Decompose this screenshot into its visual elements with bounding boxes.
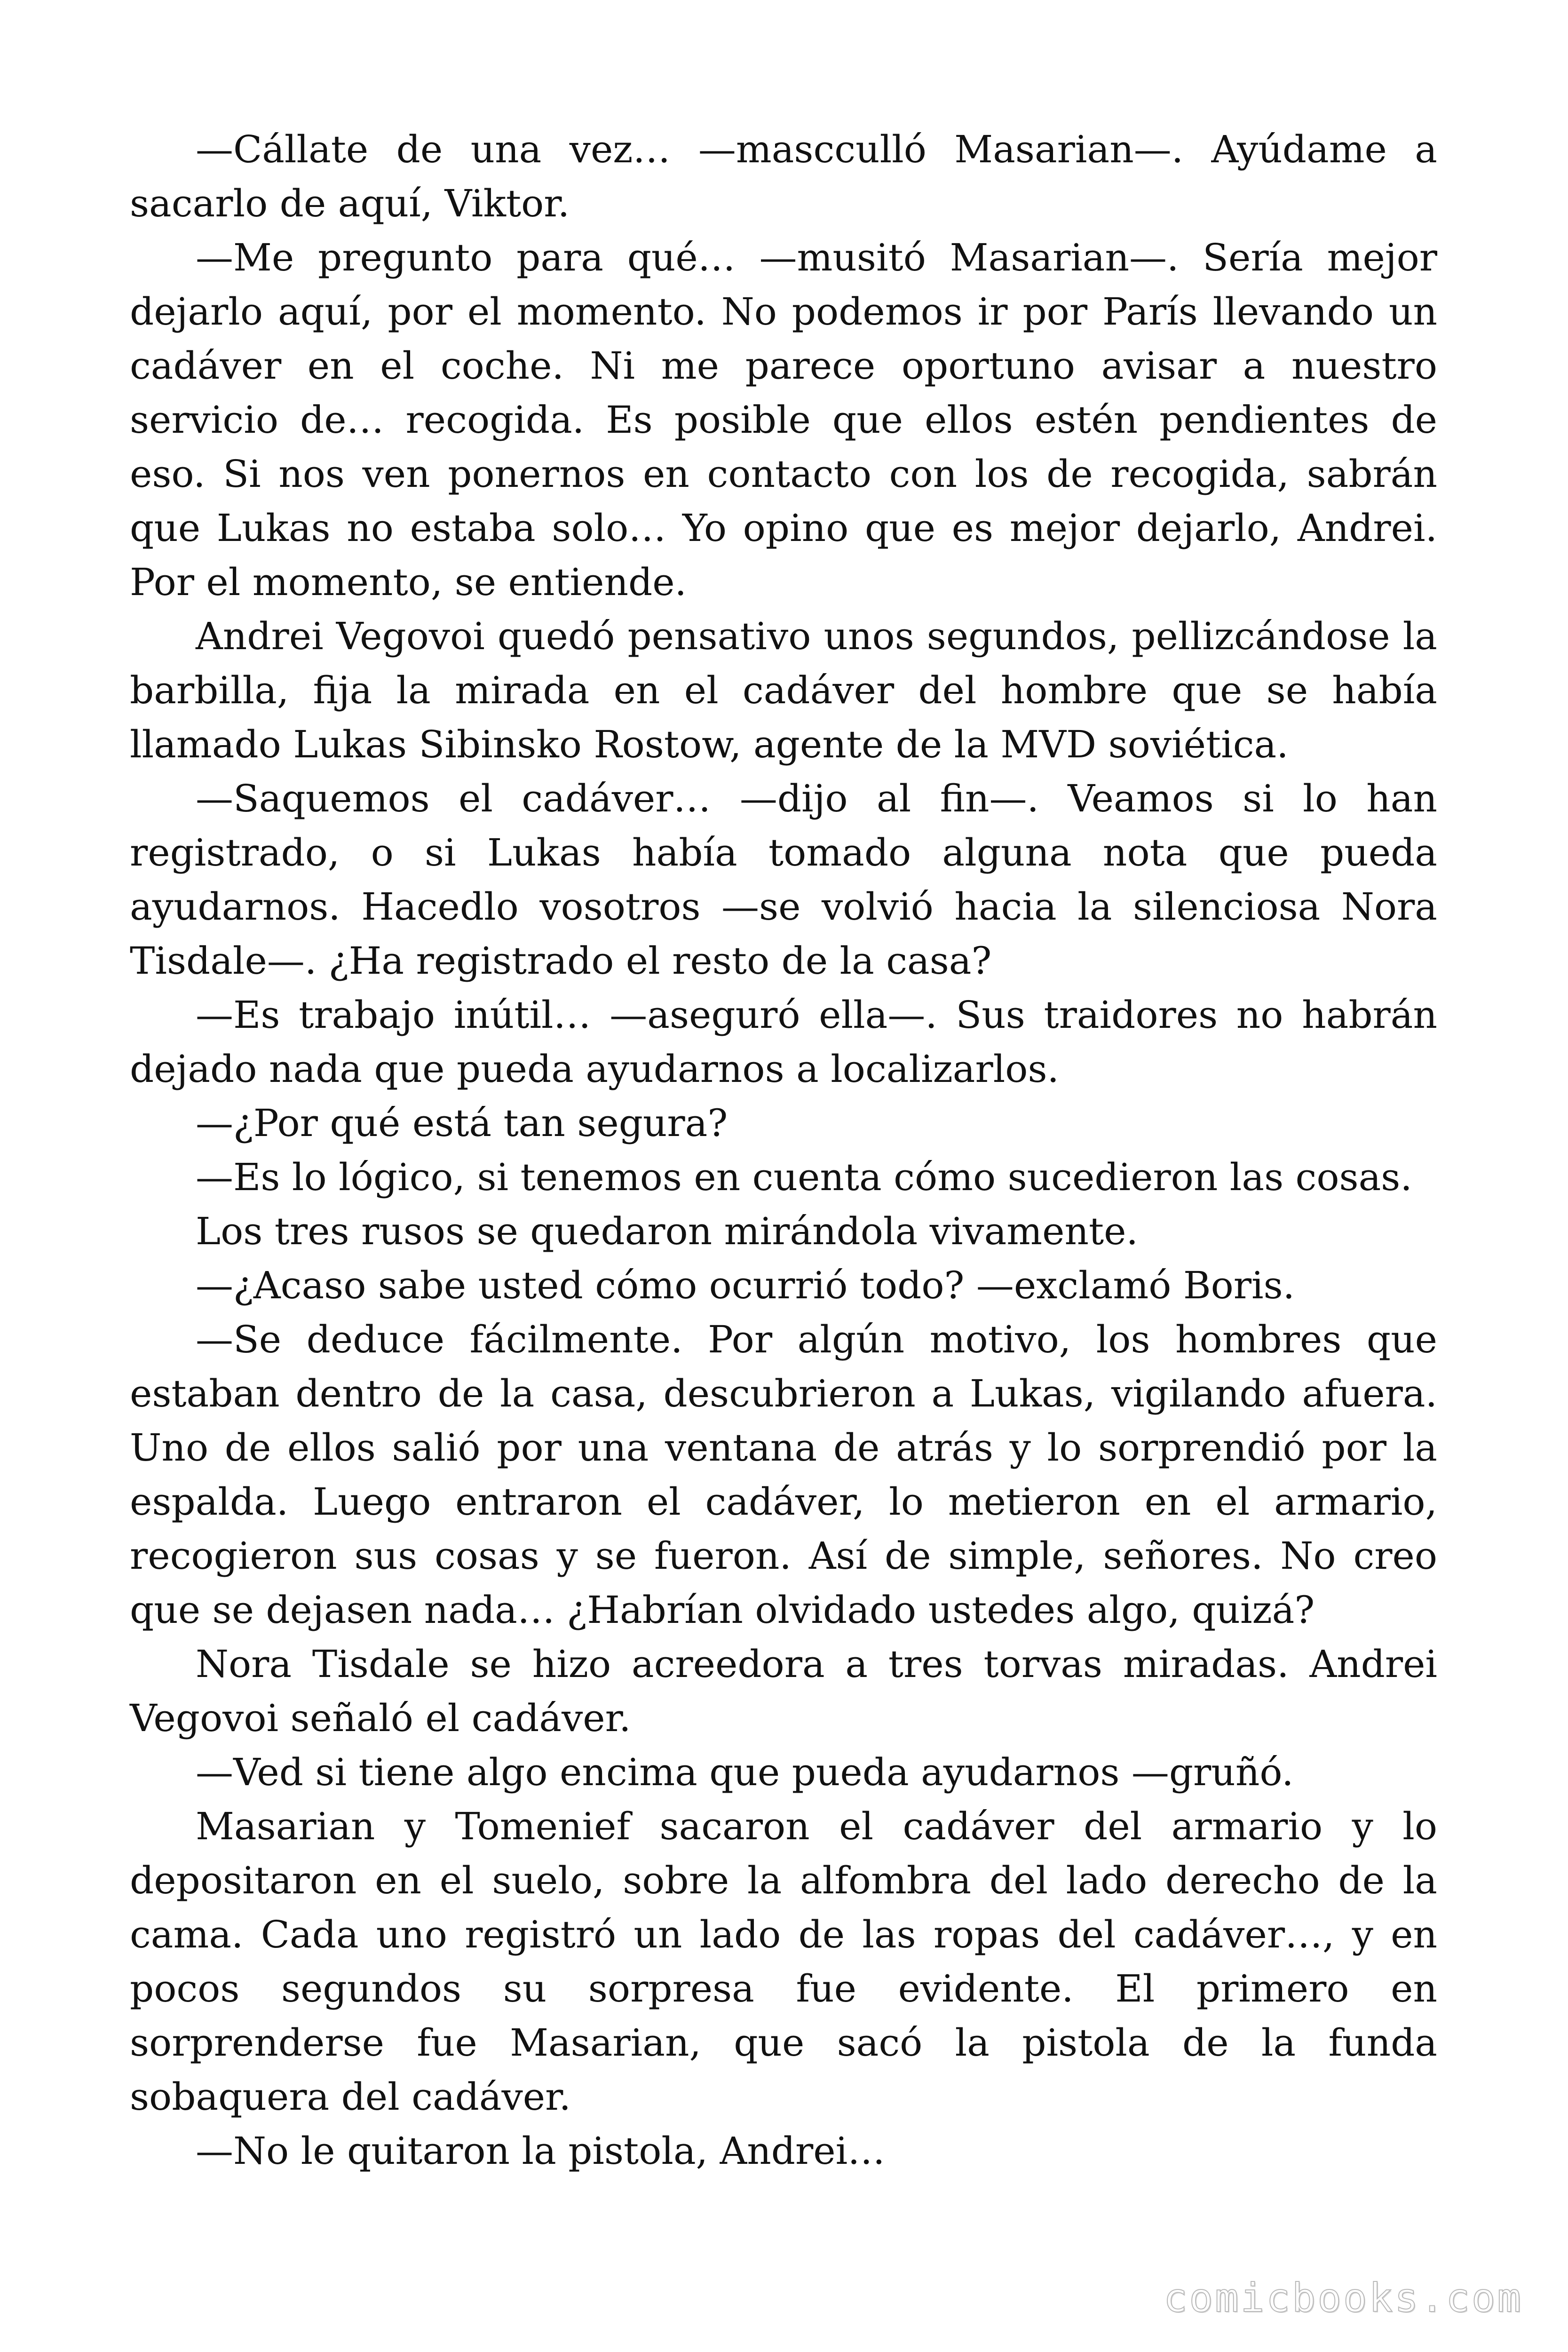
book-page-text bbox=[130, 122, 1437, 2178]
paragraph-4: —Saquemos el cadáver… —dijo al fin—. Veamos si lo han registrado, o si Lukas había tomado alguna nota que pueda ayudarnos. Hacedlo vosotros —se volvió hacia la silenciosa Nora Tisdale—. ¿Ha registrado el resto de la casa? bbox=[130, 777, 1437, 983]
paragraph-11: Nora Tisdale se hizo acreedora a tres torvas miradas. Andrei Vegovoi señaló el cadáver. bbox=[130, 1642, 1437, 1740]
paragraph-3: Andrei Vegovoi quedó pensativo unos segundos, pellizcándose la barbilla, fija la mirada en el cadáver del hombre que se había llamado Lukas Sibinsko Rostow, agente de la MVD soviética. bbox=[130, 614, 1437, 766]
paragraph-10: —Se deduce fácilmente. Por algún motivo, los hombres que estaban dentro de la casa, descubrieron a Lukas, vigilando afuera. Uno de ellos salió por una ventana de atrás y lo sorprendió por la espalda. Luego entraron el cadáver, lo metieron en el armario, recogieron sus cosas y se fueron. Así de simple, señores. No creo que se dejasen nada… ¿Habrían olvidado ustedes algo, quizá? bbox=[130, 1318, 1437, 1632]
paragraph-13: Masarian y Tomenief sacaron el cadáver del armario y lo depositaron en el suelo, sobre la alfombra del lado derecho de la cama. Cada uno registró un lado de las ropas del cadáver…, y en pocos segundos su sorpresa fue evidente. El primero en sorprenderse fue Masarian, que sacó la pistola de la funda sobaquera del cadáver. bbox=[130, 1804, 1437, 2119]
paragraph-9: —¿Acaso sabe usted cómo ocurrió todo? —exclamó Boris. bbox=[196, 1263, 1295, 1307]
paragraph-5: —Es trabajo inútil… —aseguró ella—. Sus traidores no habrán dejado nada que pueda ayudarnos a localizarlos. bbox=[130, 993, 1437, 1091]
paragraph-6: —¿Por qué está tan segura? bbox=[196, 1101, 728, 1145]
paragraph-14: —No le quitaron la pistola, Andrei… bbox=[196, 2129, 886, 2173]
paragraph-8: Los tres rusos se quedaron mirándola vivamente. bbox=[196, 1209, 1138, 1253]
paragraph-2: —Me pregunto para qué… —musitó Masarian—. Sería mejor dejarlo aquí, por el momento. No podemos ir por París llevando un cadáver en el coche. Ni me parece oportuno avisar a nuestro servicio de… recogida. Es posible que ellos estén pendientes de eso. Si nos ven ponernos en contacto con los de recogida, sabrán que Lukas no estaba solo… Yo opino que es mejor dejarlo, Andrei. Por el momento, se entiende. bbox=[130, 236, 1437, 604]
paragraph-1: —Cállate de una vez… —mascculló Masarian—. Ayúdame a sacarlo de aquí, Viktor. bbox=[130, 127, 1437, 225]
paragraph-7: —Es lo lógico, si tenemos en cuenta cómo sucedieron las cosas. bbox=[196, 1155, 1412, 1199]
watermark-text: comicbooks.com bbox=[1163, 2275, 1523, 2321]
paragraph-12: —Ved si tiene algo encima que pueda ayudarnos —gruñó. bbox=[196, 1750, 1294, 1794]
